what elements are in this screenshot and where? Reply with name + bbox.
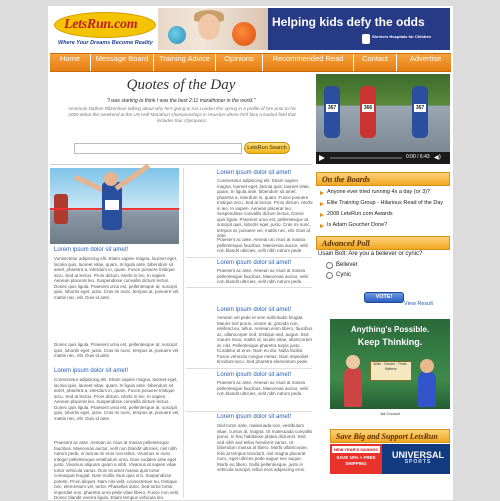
article-heading[interactable]: Lorem ipsum dolor sit amet!	[217, 414, 292, 420]
video-runner	[324, 86, 340, 138]
promo-savings-offer: SAVE 10% + FREE SHIPPING	[336, 455, 376, 466]
nav-advertise[interactable]: Advertise	[409, 54, 442, 63]
ad-character-head	[420, 359, 434, 373]
ad-sign: Wish - Dream - Think - Believe	[370, 361, 412, 381]
save-big-header: Save Big and Support LetsRun	[330, 429, 450, 443]
article-body: Consectetur adipiscing elit. Etiam sapien magna, laoreet eget, lacinia quis, laoreet vitae, quam. In ligula ante, bibendum sit amet, pharetra a, interdum in, quam. Fusce posuere tristique arcu. Sed at lectus. Proin dictum. Morbi in leo. In sapien. Aenean placerat leo. Suspendisse convallis dictum lectus. Donec quis ligula. Praesent urna est, pellentesque at, suscipit quis, lobortis eget, justo. Cras mi nunc, tempus at, posuere vel, mattis nec, elit. Duis id ante.	[54, 377, 180, 421]
quote-description: American Dathan Ritzenhein talking about why he's going to run London this spring in a profile of him prior to his 2009 debut this weekend at the US Half Marathon championships in Houston where he'll face a loaded field that includes four Olympians.	[67, 106, 297, 123]
video-frame	[316, 74, 450, 152]
shriners-logo-icon	[362, 34, 370, 44]
article-separator	[186, 411, 312, 412]
promo-savings-title: NEW YEAR'S SAVINGS	[332, 446, 380, 453]
letsrun-search-button[interactable]: LetsRun Search	[244, 142, 290, 154]
board-link[interactable]: Elite Training Group - Hilarious Read of the Day	[318, 198, 450, 209]
runner-arm-left	[74, 175, 105, 193]
nav-contact[interactable]: Contact	[354, 54, 397, 71]
video-controls	[316, 152, 450, 164]
logo-text: LetsRun.com	[64, 17, 138, 32]
vote-button[interactable]: VOTE!	[364, 292, 404, 303]
video-time: 0:00 / 6:43	[406, 154, 430, 160]
article-heading[interactable]: Lorem ipsum dolor sit amet!	[217, 372, 292, 378]
ad-headline: Anything's Possible.	[350, 325, 430, 334]
quotes-title: Quotes of the Day	[126, 77, 236, 93]
ad-character	[344, 367, 362, 407]
promo-brand-sub: SPORTS	[404, 459, 432, 465]
main-nav	[50, 53, 451, 72]
universal-sports-logo	[388, 451, 448, 465]
article-separator	[186, 287, 312, 288]
ad-banner[interactable]	[330, 319, 450, 419]
promo-banner[interactable]	[330, 444, 450, 474]
nav-opinions[interactable]: Opinions	[216, 54, 263, 71]
banner-ball-small	[168, 26, 186, 44]
banner-org	[372, 34, 448, 39]
article-heading[interactable]: Lorem ipsum dolor sit amet!	[217, 170, 292, 176]
board-link[interactable]: 2008 LetsRun.com Awards	[318, 209, 450, 220]
volume-icon[interactable]: ◀)	[434, 154, 441, 161]
banner-title: Helping kids defy the odds	[272, 15, 425, 29]
nav-message-board[interactable]: Message Board	[91, 54, 154, 71]
runner-photo[interactable]	[50, 168, 179, 244]
page	[48, 6, 453, 500]
runner-bib	[105, 200, 119, 210]
article-body: Praesent ac ante. Aenean ac risus at massa pellentesque faucibus. Maecenas auctor, velit non blandit ultricies, velit nibh rutrum pede.	[217, 237, 308, 253]
banner-photo	[158, 8, 268, 50]
article-body: Consectetur adipiscing elit. Etiam sapien magna, laoreet eget, lacinia quis, laoreet vitae, quam. In ligula ante, bibendum sit amet, pharetra a, interdum in, quam. Fusce posuere tristique arcu. Sed at lectus. Proin dictum. Morbi in leo. In sapien. Aenean placerat leo. Suspendisse convallis dictum lectus. Donec quis ligula. Praesent urna est, pellentesque at, suscipit quis, lobortis eget, justo. Cras mi nunc, tempus at, posuere vel, mattis nec, elit. Duis id ante.	[217, 178, 313, 238]
view-result-link[interactable]: View Result	[404, 301, 433, 307]
radio-button[interactable]	[326, 262, 333, 269]
banner-ball	[232, 22, 256, 46]
article-heading[interactable]: Lorem ipsum dolor sit amet!	[54, 368, 129, 374]
video-runner	[360, 86, 376, 138]
ad-character	[418, 371, 436, 407]
promo-savings	[330, 444, 382, 474]
bib-number: 366	[363, 105, 373, 111]
article-body: Donec quis ligula. Praesent urna est, pellentesque at, suscipit quis, lobortis eget, justo. Cras mi nunc, tempus at, posuere vel, mattis nec, elit. Duis id ante.	[54, 342, 180, 358]
video-player[interactable]	[316, 74, 450, 164]
article-separator	[186, 257, 312, 258]
logo-tagline: Where Your Dreams Become Reality	[58, 40, 153, 46]
ad-character-head	[346, 355, 360, 369]
promo-brand: UNIVERSAL	[391, 450, 444, 460]
article-body: Aenean vel pede et sem sollicitudin feugiat. Mauris nisl purus, ornare at, gravida non, eleifend eu, tellus. Aenean enim libero, faucibus ac, ullamcorper sed, tristique sed, augue. Sed mauris risus, mattis id, iaculis vitae, ullamcorper at, nisl. Pellentesque pharetra turpis justo. Curabitur at eros. Nam eu dui. Nulla facilisi. Fusce vehicula congue metus. Nam imperdiet tincidunt arcu. Sed pharetra elementum pede.	[217, 315, 313, 364]
runner-arm-right	[115, 164, 151, 191]
site-logo[interactable]	[52, 10, 157, 48]
advanced-poll-header: Advanced Poll	[316, 236, 450, 250]
board-link[interactable]: Is Adam Goucher Done?	[318, 220, 450, 231]
bib-number: 367	[327, 105, 337, 111]
article-heading[interactable]: Lorem ipsum dolor sit amet!	[217, 307, 292, 313]
article-heading[interactable]: Lorem ipsum dolor sit amet!	[217, 260, 292, 266]
poll	[318, 251, 450, 280]
article-heading[interactable]: Lorem ipsum dolor sit amet!	[54, 247, 129, 253]
on-the-boards-list	[318, 187, 450, 231]
runner-head	[104, 172, 118, 186]
article-separator	[186, 368, 312, 369]
quotes-section	[50, 74, 312, 161]
poll-option-believer[interactable]	[326, 260, 450, 270]
poll-option-label: Cynic	[336, 272, 352, 278]
ad-subheadline: Keep Thinking.	[357, 337, 423, 347]
article-body: Praesent ac ante. Aenean ac risus at massa pellentesque faucibus. Maecenas auctor, velit non blandit ultricies, velit nibh rutrum pede.	[217, 380, 308, 396]
on-the-boards-header: On the Boards	[316, 172, 450, 186]
bib-number: 367	[415, 105, 425, 111]
article-body: Praesent ac ante. Aenean ac risus at massa pellentesque faucibus. Maecenas auctor, velit non blandit ultricies, nisl nibh rutrum pede, in lacinia mi eros non tellus. Vivamus in nunc. Integer pellentesque vestibulum urna. Duis sodales ante eget justo. Vivamus aliquam quam a nibh. Vivamus at sapien vitae tortor vehicula varius. Duis sit amet massa quis tortor consequat feugiat. Nam mollis risus quis orci. Suspendisse potenti. Proin aliquet. Nam nisi velit, consectetuer eu, tristique nec, elementum vel, tortor. Phasellus dolor. Sed tortor tortor, imperdiet non, pharetra urna pede vitae libero. Fusce non velit. Donec blandit viverra ligula. Etiam tempus vehicula leo.	[54, 440, 180, 500]
play-icon[interactable]	[319, 155, 325, 161]
quote-text: "I was starting to think I was the best 2:11 marathoner in the world."	[106, 98, 256, 104]
board-link[interactable]: Anyone ever tried running 4x a day (or 3)?	[318, 187, 450, 198]
divider	[50, 164, 312, 165]
article-body: Praesent ac ante. Aenean ac risus at massa pellentesque faucibus. Maecenas auctor, velit non blandit ultricies, velit nibh rutrum pede.	[217, 268, 308, 284]
video-seek-bar[interactable]	[330, 157, 402, 159]
banner-org-text: Shriners Hospitals for Children	[372, 34, 432, 39]
nav-training-advice[interactable]: Training Advice	[154, 54, 216, 71]
banner-face	[198, 14, 220, 40]
header-banner[interactable]	[158, 8, 450, 50]
video-runner	[412, 86, 428, 138]
nav-recommended-read[interactable]: Recommended Read	[263, 54, 354, 71]
article-body: Sed tortor ante, malesuada non, vestibulum vitae, cursus at, magna. Ut malesuada convallis purus. In hac habitasse platea dictumst. Sed sed nibh sed tellus hendrerit varius. Ut bibendum massa at libero. Morbi ullamcorper, felis at tempus tincidunt, nisl magna placerat nunc, eget ultrices pede augue nec augue. Morbi eu libero. Nulla pellentesque, justo in vehicula suscipit, tellus eros adipiscing eros.	[217, 423, 313, 472]
column-divider	[183, 168, 184, 498]
nav-home[interactable]: Home	[50, 54, 91, 71]
poll-question: Usain Bolt: Are you a believer or cynic?	[318, 251, 423, 257]
radio-button[interactable]	[326, 272, 333, 279]
search-input[interactable]	[74, 143, 242, 154]
poll-option-label: Believer	[336, 262, 358, 268]
article-body: Vonsectetur adipiscing elit. Etiam sapien magna, laoreet eget, lacinia quis, laoreet vitae, quam. In ligula ante, bibendum sit amet, pharetra a, interdum in, quam. Fusce posuere tristique arcu. Sed at lectus. Proin dictum. Morbi in leo. In sapien. Aenean placerat leo. Suspendisse convallis dictum lectus. Donec quis ligula. Praesent urna est, pellentesque at, suscipit quis, lobortis eget, justo. Cras mi nunc, tempus at, posuere vel, mattis nec, elit. Duis id ante.	[54, 256, 180, 300]
poll-option-cynic[interactable]	[326, 270, 450, 280]
ad-footer: Ad Council	[330, 409, 450, 419]
